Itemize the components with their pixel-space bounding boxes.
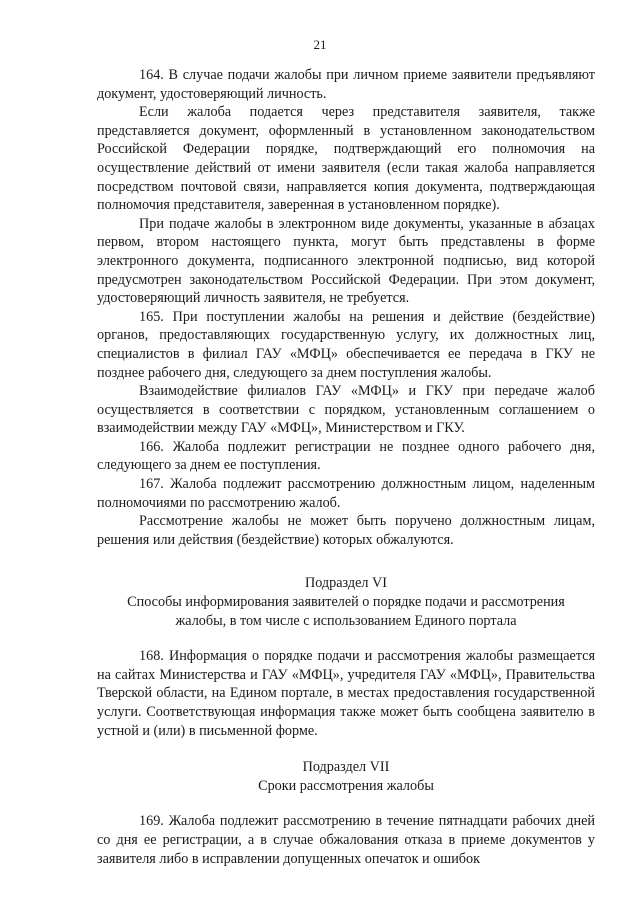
subsection-6-label: Подраздел VI — [304, 575, 387, 592]
paragraph-164-representative: Если жалоба подается через представителя заявителя, также представляется документ, оформленный в установленном законодательством Российской Федерации порядке, подтверждающий его полномочия на осуществление действий от имени заявителя (если такая жалоба направляется посредством почтовой связи, направляется копия документа, подтверждающая полномочия представителя, заверенная в установленном порядке). — [97, 104, 595, 214]
paragraph-167: 167. Жалоба подлежит рассмотрению должностным лицом, наделенным полномочиями по рассмотрению жалоб. — [97, 476, 595, 511]
paragraph-165-interaction: Взаимодействие филиалов ГАУ «МФЦ» и ГКУ при передаче жалоб осуществляется в соответствии с порядком, установленным соглашением о взаимодействии между ГАУ «МФЦ», Министерством и ГКУ. — [97, 383, 595, 437]
paragraph-168: 168. Информация о порядке подачи и рассмотрения жалобы размещается на сайтах Министерства и ГАУ «МФЦ», учредителя ГАУ «МФЦ», Правительства Тверской области, на Едином портале, в местах предоставления государственной услуги. Соответствующая информация также может быть сообщена заявителю в устной и (или) в письменной форме. — [97, 648, 595, 739]
paragraph-164: 164. В случае подачи жалобы при личном приеме заявители предъявляют документ, удостоверяющий личность. — [97, 67, 595, 102]
paragraph-165: 165. При поступлении жалобы на решения и действие (бездействие) органов, предоставляющих государственную услугу, их должностных лиц, специалистов в филиал ГАУ «МФЦ» обеспечивается ее передача в ГКУ не позднее рабочего дня, следующего за днем поступления жалобы. — [97, 308, 595, 381]
subsection-7-label: Подраздел VII — [302, 759, 390, 776]
subsection-6-title-line-1: Способы информирования заявителей о порядке подачи и рассмотрения — [127, 594, 565, 611]
subsection-7-title: Сроки рассмотрения жалобы — [258, 777, 434, 794]
paragraph-166: 166. Жалоба подлежит регистрации не позднее одного рабочего дня, следующего за днем ее поступления. — [97, 438, 595, 474]
paragraph-164-electronic: При подаче жалобы в электронном виде документы, указанные в абзацах первом, втором настоящего пункта, могут быть представлены в форме электронного документа, подписанного электронной подписью, вид которой предусмотрен законодательством Российской Федерации. При этом документ, удостоверяющий личность заявителя, не требуется. — [97, 215, 595, 307]
subsection-6-title-line-2: жалобы, в том числе с использованием Единого портала — [175, 612, 517, 629]
document-body — [97, 66, 595, 868]
paragraph-167-restriction: Рассмотрение жалобы не может быть поручено должностным лицам, решения или действия (бездействие) которых обжалуются. — [97, 513, 595, 548]
paragraph-169: 169. Жалоба подлежит рассмотрению в течение пятнадцати рабочих дней со дня ее регистрации, а в случае обжалования отказа в приеме документов у заявителя либо в исправлении допущенных опечаток и ошибок — [97, 813, 595, 867]
page-number: 21 — [313, 37, 327, 52]
